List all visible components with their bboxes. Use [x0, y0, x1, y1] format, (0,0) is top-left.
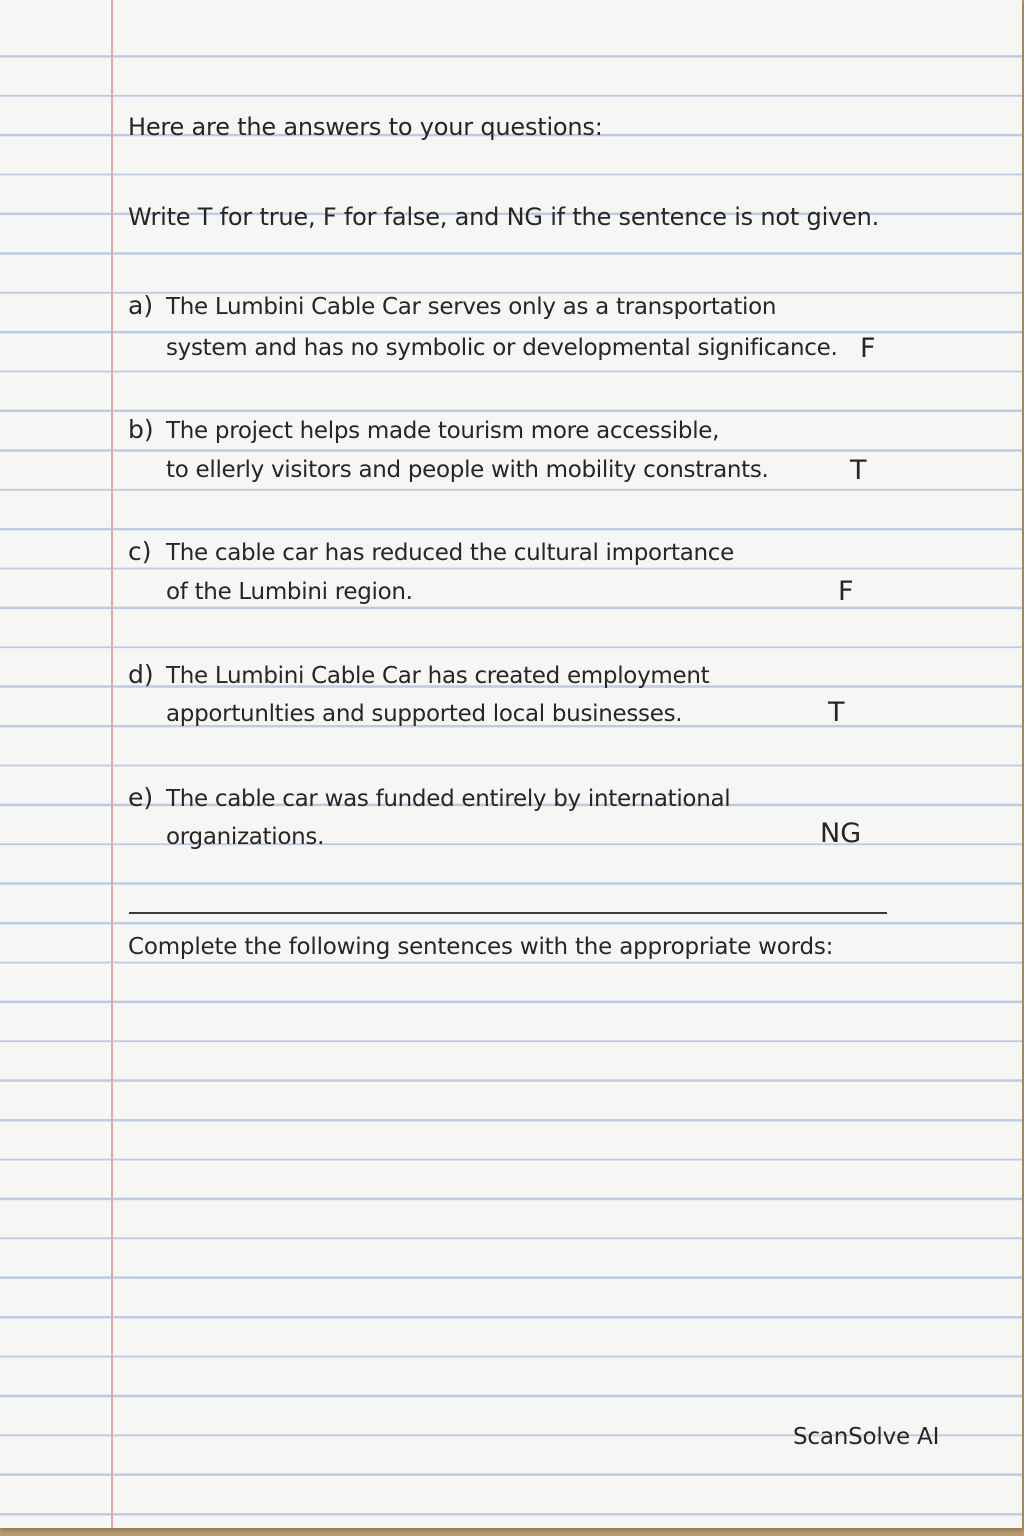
question-text-line1: The project helps made tourism more accessible,	[166, 418, 720, 444]
question-label: b)	[128, 415, 154, 444]
complete-prompt: Complete the following sentences with the appropriate words:	[128, 934, 834, 960]
question-text-line2: system and has no symbolic or developmental significance.	[166, 335, 838, 361]
intro-text: Here are the answers to your questions:	[128, 113, 603, 141]
question-label: d)	[128, 660, 154, 689]
question-text-line1: The Lumbini Cable Car has created employment	[166, 663, 710, 689]
question-text-line1: The cable car was funded entirely by international	[166, 786, 731, 812]
answer-mark: T	[828, 697, 845, 728]
answer-mark: T	[850, 455, 867, 486]
question-label: c)	[128, 537, 152, 566]
question-text-line2: to ellerly visitors and people with mobility constrants.	[166, 457, 769, 483]
instruction-text: Write T for true, F for false, and NG if the sentence is not given.	[128, 203, 880, 231]
question-label: e)	[128, 783, 154, 812]
margin-line	[111, 0, 113, 1528]
question-text-line1: The Lumbini Cable Car serves only as a transportation	[166, 294, 777, 320]
answer-mark: F	[838, 576, 854, 607]
question-text-line2: organizations.	[166, 824, 325, 850]
answer-mark: F	[860, 333, 876, 364]
question-label: a)	[128, 291, 154, 320]
question-text-line1: The cable car has reduced the cultural importance	[166, 540, 734, 566]
brand-watermark: ScanSolve AI	[793, 1424, 940, 1450]
question-text-line2: of the Lumbini region.	[166, 579, 413, 605]
question-text-line2: apportunlties and supported local businesses.	[166, 701, 683, 727]
section-divider	[129, 912, 887, 914]
answer-mark: NG	[820, 818, 862, 849]
